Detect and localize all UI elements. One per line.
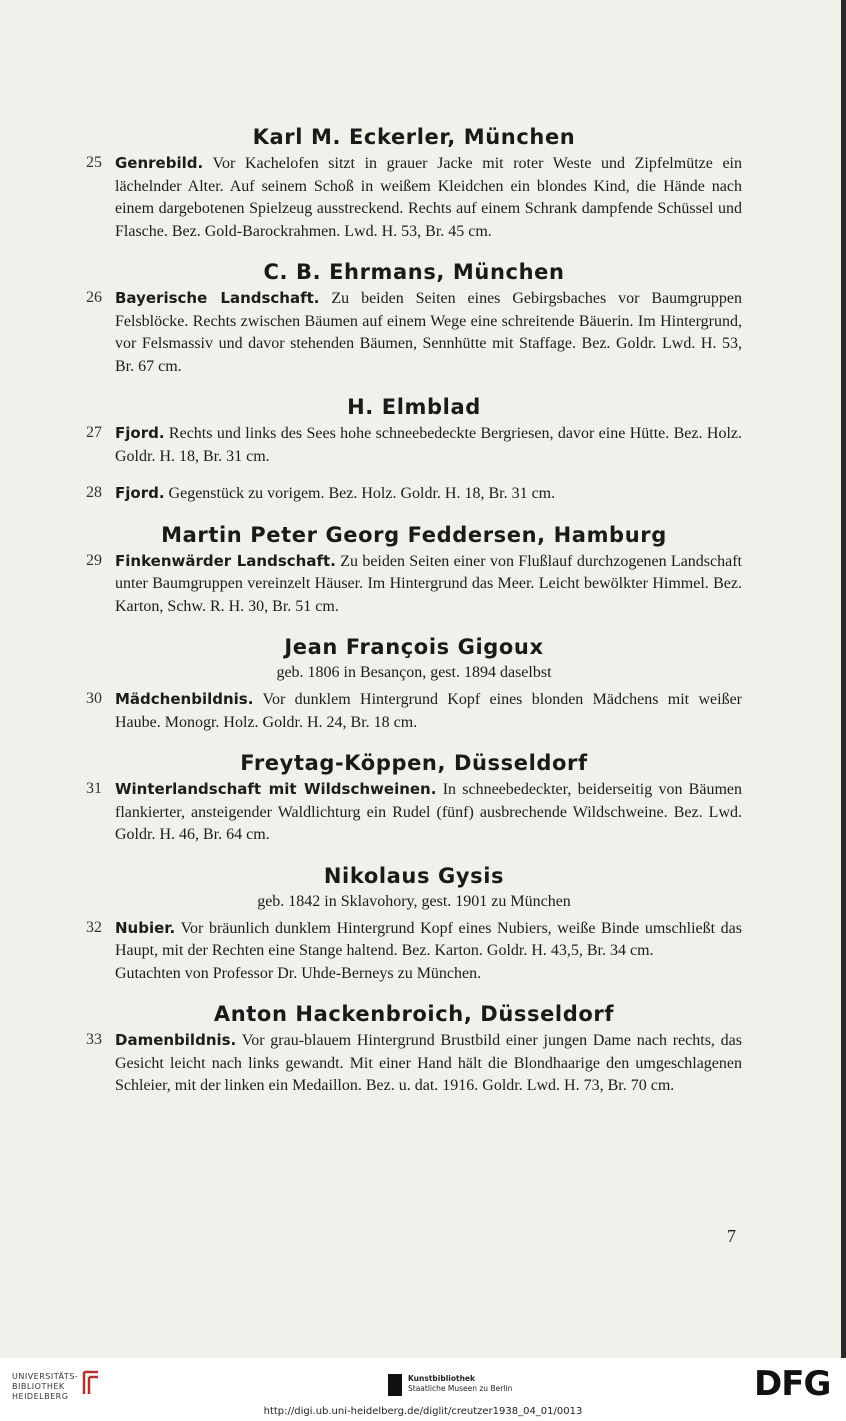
- lot-number: 30: [86, 690, 102, 707]
- artist-heading: Karl M. Eckerler, München: [252, 125, 576, 149]
- catalog-entry: [86, 688, 742, 734]
- lot-title: Damenbildnis.: [115, 1031, 237, 1049]
- lot-title: Nubier.: [115, 918, 176, 937]
- artist-heading: Nikolaus Gysis: [323, 863, 505, 888]
- lot-number: 32: [86, 918, 102, 936]
- lot-description: Vor bräunlich dunklem Hintergrund Kopf eines Nubiers, weiße Binde umschließt das Haupt, mit der Rechten eine Stange haltend. Bez. Karton. Goldr. H. 43,5, Br. 34 cm.: [115, 919, 742, 959]
- artist-heading: Freytag-Köppen, Düsseldorf: [240, 751, 588, 775]
- lot-title: Fjord.: [115, 484, 165, 502]
- university-library-logo[interactable]: UNIVERSITÄTS- BIBLIOTHEK HEIDELBERG: [12, 1372, 79, 1401]
- lot-title: Bayerische Landschaft.: [115, 289, 320, 307]
- artist-heading: Jean François Gigoux: [284, 635, 544, 659]
- lot-title: Winterlandschaft mit Wildschweinen.: [115, 780, 437, 798]
- lot-title: Finkenwärder Landschaft.: [115, 551, 336, 570]
- lot-title: Mädchenbildnis.: [115, 690, 254, 708]
- catalog-content: [86, 116, 742, 1106]
- lot-title: Genrebild.: [115, 154, 204, 172]
- lot-description: In schneebedeckter, beiderseitig von Bäumen flankierter, ansteigender Waldlichturg ein Rudel (fünf) ausbrechende Wildschweine. Bez. Lwd. Goldr. H. 46, Br. 64 cm.: [115, 781, 743, 843]
- catalog-entry: [86, 422, 742, 468]
- artist-heading: Martin Peter Georg Feddersen, Hamburg: [161, 522, 667, 547]
- digitization-footer: UNIVERSITÄTS- BIBLIOTHEK HEIDELBERG Kunstbibliothek Staatliche Museen zu Berlin DFG http://digi.ub.uni-heidelberg.de/diglit/creutzer1938_04_01/0013: [0, 1358, 846, 1421]
- lot-description: Vor dunklem Hintergrund Kopf eines blonden Mädchens mit weißer Haube. Monogr. Holz. Goldr. H. 24, Br. 18 cm.: [115, 691, 743, 731]
- catalog-entry: [86, 152, 742, 243]
- lot-number: 33: [86, 1031, 102, 1048]
- dfg-logo[interactable]: DFG: [754, 1364, 831, 1404]
- university-emblem-icon: [80, 1370, 102, 1396]
- lot-description: Vor grau-blauem Hintergrund Brustbild einer jungen Dame nach rechts, das Gesicht leicht nach links gewandt. Mit einer Hand hält die Blondhaarige den umgeschlagenen Schleier, mit der linken ein Medaillon. Bez. u. dat. 1916. Goldr. Lwd. H. 73, Br. 70 cm.: [115, 1032, 742, 1094]
- catalog-entry: [86, 778, 742, 847]
- lot-description: Zu beiden Seiten eines Gebirgsbaches vor Baumgruppen Felsblöcke. Rechts zwischen Bäumen auf einem Wege eine schreitende Bäuerin. Im Hintergrund, vor Felsmassiv und davor stehenden Bäumen, Sennhütte mit Staffage. Bez. Goldr. Lwd. H. 53, Br. 67 cm.: [115, 290, 742, 375]
- artist-heading: H. Elmblad: [347, 395, 481, 419]
- lot-number: 25: [86, 154, 102, 171]
- kunstbibliothek-mark-icon: [388, 1374, 402, 1396]
- lot-number: 27: [86, 424, 102, 441]
- lot-number: 31: [86, 780, 102, 797]
- lot-description: Rechts und links des Sees hohe schneebedeckte Bergriesen, davor eine Hütte. Bez. Holz. Goldr. H. 18, Br. 31 cm.: [115, 425, 743, 465]
- catalog-entry: [86, 550, 742, 619]
- lot-number: 28: [86, 484, 102, 501]
- lot-description: Zu beiden Seiten einer von Flußlauf durchzogenen Landschaft unter Baumgruppen vereinzelt Häuser. Im Hintergrund das Meer. Leicht bewölkter Himmel. Bez. Karton, Schw. R. H. 30, Br. 51 cm.: [115, 552, 743, 615]
- page-number: 7: [727, 1226, 736, 1246]
- artist-heading: C. B. Ehrmans, München: [263, 260, 565, 284]
- lot-expertise-note: Gutachten von Professor Dr. Uhde-Berneys zu München.: [115, 964, 482, 982]
- catalog-entry: [86, 287, 742, 378]
- lot-number: 26: [86, 289, 102, 306]
- catalog-entry: [86, 482, 742, 506]
- catalog-entry: [86, 917, 742, 986]
- artist-life-dates: geb. 1806 in Besançon, gest. 1894 daselbst: [276, 664, 552, 681]
- artist-heading: Anton Hackenbroich, Düsseldorf: [213, 1002, 615, 1026]
- lot-number: 29: [86, 551, 102, 569]
- lot-description: Vor Kachelofen sitzt in grauer Jacke mit roter Weste und Zipfelmütze ein lächelnder Alter. Auf seinem Schoß in weißem Kleidchen ein blondes Kind, die Hände nach einem dargebotenen Spielzeug ausstreckend. Rechts auf einem Schrank dampfende Schüssel und Flasche. Bez. Gold-Barockrahmen. Lwd. H. 53, Br. 45 cm.: [115, 155, 742, 240]
- permalink-url[interactable]: http://digi.ub.uni-heidelberg.de/diglit/creutzer1938_04_01/0013: [263, 1406, 583, 1417]
- lot-description: Gegenstück zu vorigem. Bez. Holz. Goldr. H. 18, Br. 31 cm.: [168, 485, 556, 502]
- lot-title: Fjord.: [115, 424, 165, 442]
- catalog-entry: [86, 1029, 742, 1098]
- artist-life-dates: geb. 1842 in Sklavohory, gest. 1901 zu München: [257, 892, 571, 910]
